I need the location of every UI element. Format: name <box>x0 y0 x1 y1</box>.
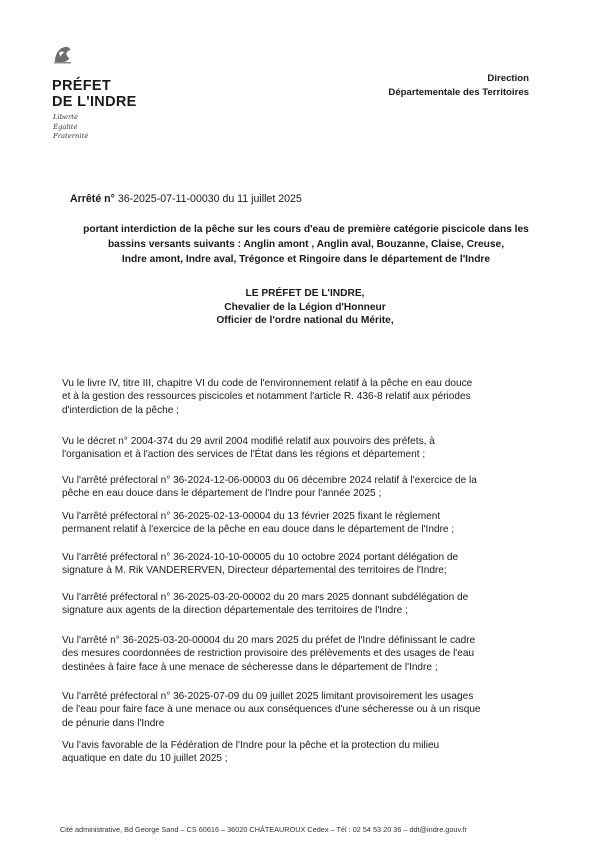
paragraph-line: Vu l'avis favorable de la Fédération de l'Indre pour la pêche et la protection du milieu <box>62 740 440 751</box>
prefet-titles-line: Chevalier de la Légion d'Honneur <box>224 301 386 313</box>
paragraph-line: pêche en eau douce dans le département de l'Indre pour l'année 2025 ; <box>62 488 382 500</box>
paragraph-line: de pénurie dans l'Indre <box>62 717 165 729</box>
paragraph-line: Vu l'arrêté préfectoral n° 36-2024-10-10-00005 du 10 octobre 2024 portant délégation de <box>62 552 459 563</box>
direction-line: Direction <box>487 73 529 84</box>
paragraph-line: de l'eau pour faire face à une menace ou aux conséquences d'une sécheresse ou à un risque <box>62 704 481 716</box>
visa-paragraph <box>62 435 556 462</box>
paragraph-line: aquatique en date du 10 juillet 2025 ; <box>62 753 228 765</box>
paragraph-line: signature à M. Rik VANDERERVEN, Directeur départemental des territoires de l'Indre; <box>62 565 447 577</box>
prefet-titles <box>160 287 450 328</box>
paragraph-line: Vu l'arrêté n° 36-2025-03-20-00004 du 20 mars 2025 du préfet de l'Indre définissant le cadre <box>62 635 476 646</box>
visa-paragraph <box>62 739 556 766</box>
motto-line: Liberté <box>53 113 79 121</box>
paragraph-line: d'interdiction de la pêche ; <box>62 404 179 416</box>
visa-paragraph <box>62 551 556 578</box>
arrete-subject <box>62 222 550 267</box>
marianne-logo-icon <box>53 44 73 64</box>
prefet-title-line: DE L'INDRE <box>52 93 137 110</box>
page-footer-address: Cité administrative, Bd George Sand – CS 60616 – 36020 CHÂTEAUROUX Cedex – Tél : 02 54 53 20 36 – ddt@indre.gouv.fr <box>60 825 468 834</box>
visa-paragraph <box>62 591 556 618</box>
motto-line: Égalité <box>53 122 78 131</box>
paragraph-line: Vu l'arrêté préfectoral n° 36-2024-12-06-00003 du 06 décembre 2024 relatif à l'exercice de la <box>62 475 477 486</box>
prefet-title <box>52 79 137 110</box>
republic-motto <box>53 113 88 142</box>
paragraph-line: Vu le décret n° 2004-374 du 29 avril 2004 modifié relatif aux pouvoirs des préfets, à <box>62 436 435 447</box>
issuing-direction <box>388 72 529 99</box>
visa-paragraph <box>62 377 556 417</box>
motto-line: Fraternité <box>53 132 89 140</box>
arrete-number-value: 36-2025-07-11-00030 du 11 juillet 2025 <box>117 193 302 205</box>
arrete-number <box>70 193 302 205</box>
subject-line: Indre amont, Indre aval, Trégonce et Ringoire dans le département de l'Indre <box>121 254 491 265</box>
subject-line: portant interdiction de la pêche sur les cours d'eau de première catégorie piscicole dans les <box>83 224 529 235</box>
prefet-title-line: PRÉFET <box>52 78 111 94</box>
visa-paragraph <box>62 634 556 674</box>
visa-paragraph <box>62 474 556 501</box>
paragraph-line: destinées à faire face à une menace de sécheresse dans le département de l'Indre ; <box>62 661 438 673</box>
paragraph-line: l'organisation et à l'action des services de l'État dans les régions et département ; <box>62 449 426 461</box>
visa-paragraph <box>62 510 556 537</box>
paragraph-line: permanent relatif à l'exercice de la pêche en eau douce dans le département de l'Indre ; <box>62 524 455 536</box>
subject-line: bassins versants suivants : Anglin amont , Anglin aval, Bouzanne, Claise, Creuse, <box>107 239 505 250</box>
prefet-titles-line: LE PRÉFET DE L'INDRE, <box>245 288 365 299</box>
paragraph-line: Vu l'arrêté préfectoral n° 36-2025-02-13-00004 du 13 février 2025 fixant le règlement <box>62 511 441 522</box>
direction-line: Départementale des Territoires <box>388 86 529 98</box>
paragraph-line: signature aux agents de la direction départementale des territoires de l'Indre ; <box>62 605 408 617</box>
prefet-titles-line: Officier de l'ordre national du Mérite, <box>216 315 394 326</box>
paragraph-line: et à la gestion des ressources piscicoles et notamment l'article R. 436-8 relatif aux périodes <box>62 391 471 403</box>
paragraph-line: Vu l'arrêté préfectoral n° 36-2025-03-20-00002 du 20 mars 2025 donnant subdélégation de <box>62 592 469 603</box>
visa-paragraph <box>62 690 556 730</box>
paragraph-line: Vu l'arrêté préfectoral n° 36-2025-07-09 du 09 juillet 2025 limitant provisoirement les usages <box>62 691 474 702</box>
paragraph-line: Vu le livre IV, titre III, chapitre VI du code de l'environnement relatif à la pêche en eau douce <box>62 378 473 389</box>
paragraph-line: des mesures coordonnées de restriction provisoire des prélèvements et des usages de l'eau <box>62 648 475 660</box>
arrete-label: Arrêté n° <box>70 193 115 205</box>
